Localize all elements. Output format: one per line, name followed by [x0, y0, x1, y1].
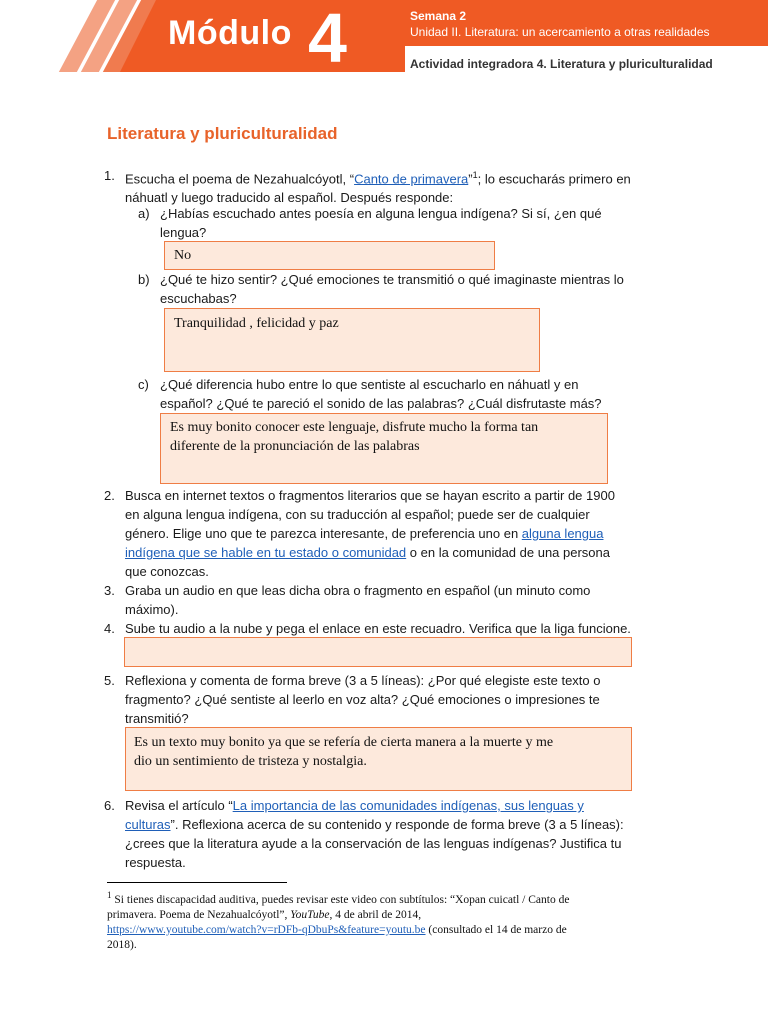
item-1-rest: ; lo escucharás primero en [477, 171, 631, 187]
week-label: Semana 2 [410, 9, 467, 23]
activity-label: Actividad integradora 4. Literatura y pluriculturalidad [410, 57, 713, 71]
answer-c-line1: Es muy bonito conocer este lenguaje, disfrute mucho la forma tan [170, 420, 539, 435]
item-3-line1: Graba un audio en que leas dicha obra o fragmento en español (un minuto como [125, 583, 591, 598]
subitem-c-line1: ¿Qué diferencia hubo entre lo que sentiste al escucharlo en náhuatl y en [160, 377, 579, 392]
subitem-label: a) [138, 206, 150, 221]
footnote-text5: 2018). [107, 938, 137, 951]
item-5-line1: Reflexiona y comenta de forma breve (3 a 5 líneas): ¿Por qué elegiste este texto o [125, 673, 601, 688]
item-2-line5: que conozcas. [125, 564, 209, 579]
item-4-text: Sube tu audio a la nube y pega el enlace en este recuadro. Verifica que la liga funcione. [125, 621, 631, 636]
footnote-text2: primavera. Poema de Nezahualcóyotl”, [107, 908, 291, 921]
subitem-b-line1: ¿Qué te hizo sentir? ¿Qué emociones te transmitió o qué imaginaste mientras lo [160, 272, 624, 287]
footnote-mark: 1 [107, 890, 112, 900]
item-6-text [125, 796, 685, 872]
item-5-line2: fragmento? ¿Qué sentiste al leerlo en voz alta? ¿Qué emociones o impresiones te [125, 692, 600, 707]
item-1-line2: náhuatl y luego traducido al español. Después responde: [125, 190, 454, 206]
item-1-pre: Escucha el poema de Nezahualcóyotl, “ [125, 171, 355, 187]
item-number: 1. [104, 168, 115, 183]
item-6-line4: respuesta. [125, 855, 186, 870]
youtube-link[interactable]: https://www.youtube.com/watch?v=rDFb-qDbuPs&feature=youtu.be [107, 923, 426, 936]
articulo-link[interactable]: La importancia de las comunidades indígenas, sus lenguas y [232, 798, 584, 813]
answer-5-text [134, 733, 553, 771]
answer-a-text: No [174, 248, 192, 263]
item-3-text [125, 581, 685, 619]
footnote-divider [107, 882, 287, 883]
footnote-text3: , 4 de abril de 2014, [329, 908, 422, 921]
subitem-b-text [160, 270, 670, 308]
answer-5-line2: dio un sentimiento de tristeza y nostalgia. [134, 754, 367, 769]
item-5-line3: transmitió? [125, 711, 189, 726]
item-2-line3: género. Elige uno que te parezca interesante, de preferencia uno en [125, 526, 522, 541]
item-3-line2: máximo). [125, 602, 179, 617]
audio-link-box[interactable] [124, 637, 632, 667]
item-number: 2. [104, 488, 115, 503]
answer-c-line2: diferente de la pronunciación de las palabras [170, 439, 420, 454]
module-banner [0, 0, 768, 90]
item-5-text [125, 671, 685, 728]
subitem-label: c) [138, 377, 149, 392]
footnote [107, 888, 647, 953]
item-6-pre: Revisa el artículo “ [125, 798, 233, 813]
subitem-a-line1: ¿Habías escuchado antes poesía en alguna lengua indígena? Si sí, ¿en qué [160, 206, 602, 221]
item-2-line4: o en la comunidad de una persona [406, 545, 610, 560]
item-number: 3. [104, 583, 115, 598]
item-number: 4. [104, 621, 115, 636]
subitem-a-line2: lengua? [160, 225, 207, 240]
week-header-block [405, 0, 768, 46]
canto-de-primavera-link[interactable]: Canto de primavera [354, 171, 469, 187]
subitem-c-line2: español? ¿Qué te pareció el sonido de las palabras? ¿Cuál disfrutaste más? [160, 396, 602, 411]
page-title: Literatura y pluriculturalidad [107, 124, 338, 143]
answer-5-line1: Es un texto muy bonito ya que se refería de cierta manera a la muerte y me [134, 735, 554, 750]
answer-box-a[interactable] [164, 241, 495, 270]
subitem-label: b) [138, 272, 150, 287]
articulo-link-cont[interactable]: culturas [125, 817, 171, 832]
answer-c-text [170, 418, 538, 456]
item-2-text [125, 486, 685, 581]
lengua-indigena-link-cont[interactable]: indígena que se hable en tu estado o comunidad [125, 545, 407, 560]
lengua-indigena-link[interactable]: alguna lengua [521, 526, 604, 541]
item-1-text [125, 166, 665, 207]
module-label: Módulo [168, 14, 292, 52]
footnote-text1: Si tienes discapacidad auditiva, puedes revisar este video con subtítulos: “Xopan cuicatl / Canto de [111, 893, 570, 906]
footnote-text4: (consultado el 14 de marzo de [425, 923, 567, 936]
item-number: 5. [104, 673, 115, 688]
item-number: 6. [104, 798, 115, 813]
item-1-post: ” [468, 171, 473, 187]
unit-label: Unidad II. Literatura: un acercamiento a otras realidades [410, 25, 710, 39]
module-number: 4 [308, 0, 347, 77]
subitem-b-line2: escuchabas? [160, 291, 237, 306]
item-2-line2: en alguna lengua indígena, con su traducción al español; puede ser de cualquier [125, 507, 590, 522]
item-6-line3: ¿crees que la literatura ayude a la conservación de las lenguas indígenas? Justifica tu [125, 836, 622, 851]
subitem-a-text [160, 204, 660, 242]
footnote-ref[interactable]: 1 [472, 170, 478, 180]
subitem-c-text [160, 375, 670, 413]
item-6-line2: ”. Reflexiona acerca de su contenido y responde de forma breve (3 a 5 líneas): [170, 817, 624, 832]
answer-b-text: Tranquilidad , felicidad y paz [174, 316, 339, 331]
item-2-line1: Busca en internet textos o fragmentos literarios que se hayan escrito a partir de 1900 [125, 488, 615, 503]
footnote-italic: YouTube [290, 908, 330, 921]
